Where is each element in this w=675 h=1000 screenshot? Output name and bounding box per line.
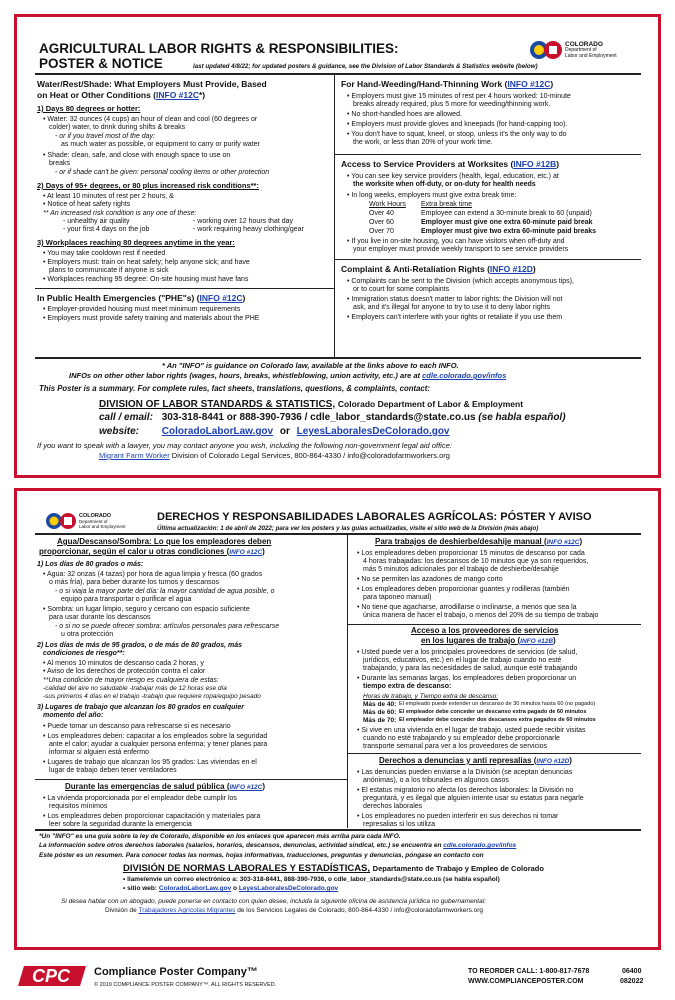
- es-d1h: u otra protección: [61, 631, 114, 638]
- es-d3f: informar si alguien está enfermo: [49, 749, 149, 756]
- wrs-info-link[interactable]: INFO #12C: [156, 90, 199, 100]
- es-d2d: • Aviso de los derechos de protección contra el calor: [43, 668, 206, 675]
- es-foot2-link[interactable]: cdle.colorado.gov/infos: [443, 842, 517, 849]
- es-call: • llame/envíe un correo electrónico a: 303-318-8441, 888-390-7936, o cdle_labor_standards@state.co.us (se habla español): [123, 876, 500, 883]
- es-footer-divider: [35, 829, 641, 831]
- colorado-logo-es: [45, 511, 126, 531]
- s2-note: ** An increased risk condition is any one of these:: [43, 210, 197, 217]
- s3-l1: • You may take cooldown rest if needed: [43, 250, 166, 257]
- acc-row-2-b: Employer must give two extra 60-minute paid breaks: [421, 228, 597, 235]
- es-acc4: • Durante las semanas largas, los empleadores deben proporcionar un: [357, 675, 577, 682]
- copyright: © 2019 COMPLIANCE POSTER COMPANY™. ALL RIGHTS RESERVED.: [94, 982, 277, 988]
- s1-water3: - or if you travel most of the day:: [55, 133, 155, 140]
- hw-l5: • You don't have to squat, kneel, or stoop, unless it's the only way to do: [347, 131, 567, 138]
- contact-label: call / email:: [99, 412, 153, 423]
- code1: 06400: [622, 968, 642, 975]
- es-d1: 1) Los días de 80 grados o más:: [37, 561, 144, 568]
- es-foot3: Este póster es un resumen. Para conocer todas las normas, hojas informativas, traducciones, preguntas y denuncias, póngase en contacto con: [39, 852, 484, 859]
- division-dept: Colorado Department of Labor & Employment: [337, 399, 524, 409]
- es-d1d: equipo para transportar o purificar el agua: [61, 596, 192, 603]
- wrs-title-line2: on Heat or Other Conditions (: [37, 90, 156, 100]
- hw-l2: breaks already required, plus 5 more for weeding/thinning work.: [353, 101, 551, 108]
- es-hw8: única manera de hacer el trabajo, o menos del 20% de su tiempo de trabajo: [363, 612, 599, 619]
- es-d3g: • Lugares de trabajo que alcanzan los 95 grados: Las viviendas en el: [43, 759, 257, 766]
- s1-shade1: • Shade: clean, safe, and close with enough space to use on: [43, 152, 231, 159]
- web-or: or: [279, 426, 290, 437]
- lawyer-note: If you want to speak with a lawyer, you may contact anyone you wish, including the following non-government legal aid office:: [37, 441, 452, 450]
- es-phe4: leer sobre la seguridad durante la emergencia: [49, 821, 192, 828]
- es-hw3: más 5 minutos adicionales por el trabajo de deshierbe/desahije: [363, 566, 559, 573]
- hw-l4: • Employers must provide gloves and kneepads (for hand-capping too).: [347, 121, 568, 128]
- s2-c1b: - working over 12 hours that day: [193, 218, 293, 225]
- phe-info-link[interactable]: INFO #12C: [199, 293, 243, 303]
- es-hw-title: Para trabajos de deshierbe/desahije manual (: [375, 537, 547, 546]
- es-web-label: • sitio web:: [123, 885, 159, 892]
- acc-row-1-a: Over 60: [369, 219, 394, 226]
- s1-water2: colder) water, to drink during shifts & breaks: [49, 124, 186, 131]
- es-hw1: • Los empleadores deben proporcionar 15 minutos de descanso por cada: [357, 550, 585, 557]
- es-acc-row-0-a: Más de 40:: [363, 701, 397, 708]
- acc-l1: • You can see key service providers (health, legal, education, etc.) at: [347, 173, 559, 180]
- cpc-logo: [18, 964, 88, 988]
- es-web-link-2[interactable]: LeyesLaboralesDeColorado.gov: [238, 885, 339, 892]
- logo-dept1: Department of: [565, 47, 597, 53]
- es-d2e: **Una condición de mayor riesgo es cualquiera de estas:: [43, 677, 219, 684]
- mfw-rest: Division of Colorado Legal Services, 800-864-4330 / info@coloradofarmworkers.org: [169, 451, 450, 460]
- es-d2b: condiciones de riesgo**:: [43, 650, 125, 657]
- web-link-1[interactable]: ColoradoLaborLaw.gov: [161, 426, 274, 437]
- acc-row-2-a: Over 70: [369, 228, 394, 235]
- phe-l2: • Employers must provide safety training and materials about the PHE: [43, 315, 260, 322]
- logo-dept2: Labor and Employment: [565, 52, 617, 59]
- web-label: website:: [99, 426, 140, 437]
- s2-head: 2) Days of 95+ degrees, or 80 plus increased risk conditions**:: [37, 181, 259, 190]
- es-updated: Última actualización: 1 de abril de 2022; para ver los pósters y las guías actualizadas, visite el sitio web de la División (más abajo): [157, 525, 539, 532]
- web-link-2[interactable]: LeyesLaboralesDeColorado.gov: [296, 426, 450, 437]
- logo-es-dept2: Labor and Employment: [79, 524, 126, 529]
- es-division-dept: Departamento de Trabajo y Empleo de Colorado: [372, 864, 544, 873]
- es-d3h: lugar de trabajo deben tener ventiladores: [49, 767, 177, 774]
- es-comp-title: Derechos a denuncias y anti represalias (: [379, 756, 537, 765]
- es-phe-title: Durante las emergencias de salud pública (: [65, 782, 230, 791]
- es-d3e: ante el calor; ayudar a cualquier persona enferma; y tener planes para: [49, 741, 268, 748]
- hw-l1: • Employers must give 15 minutes of rest per 4 hours worked: 10-minute: [347, 93, 571, 100]
- es-d1f: para usar durante los descansos: [49, 614, 151, 621]
- phe-title: In Public Health Emergencies ("PHE"s) (: [37, 293, 200, 303]
- es-hw4: • No se permiten las azadones de mango corto: [357, 576, 503, 583]
- site: WWW.COMPLIANCEPOSTER.COM: [468, 978, 584, 985]
- es-d3c: • Puede tomar un descanso para refrescarse si es necesario: [43, 723, 231, 730]
- acc-row-1-b: Employer must give one extra 60-minute paid break: [421, 219, 593, 226]
- acc-l2: the worksite when off-duty, or on-duty for health needs: [353, 181, 536, 188]
- es-lawyer2-link[interactable]: Trabajadores Agrícolas Migrantes: [138, 907, 236, 914]
- es-d3b: momento del año:: [43, 712, 104, 719]
- es-title: DERECHOS Y RESPONSABILIDADES LABORALES AGRÍCOLAS: PÓSTER Y AVISO: [157, 511, 592, 523]
- es-acc-title1: Acceso a los proveedores de servicios: [411, 626, 559, 635]
- s1-shade2: breaks: [49, 160, 71, 167]
- foot-info2: INFOs on other other labor rights (wages, hours, breaks, whistleblowing, union activity, etc.) are at: [69, 371, 423, 380]
- acc-th1: Work Hours: [369, 201, 406, 208]
- es-a-info-link[interactable]: INFO #12C: [229, 549, 263, 556]
- es-acc-divider: [348, 624, 641, 625]
- comp-l3: • Immigration status doesn't matter to labor rights: the Division will not: [347, 296, 563, 303]
- s2-c1a: - unhealthy air quality: [63, 218, 130, 225]
- acc-l4: • If you live in on-site housing, you can have visitors when off-duty and: [347, 238, 565, 245]
- es-a-title1: Agua/Descanso/Sombra: Lo que los empleadores deben: [57, 537, 272, 546]
- es-d2g: -sus primeros 4 días en el trabajo -trabajo que requiere ropa/equipo pesado: [43, 693, 261, 700]
- s2-c2a: - your first 4 days on the job: [63, 226, 150, 233]
- acc-divider: [335, 154, 641, 155]
- s3-l2: • Employers must: train on heat safety; help anyone sick; and have: [43, 259, 250, 266]
- es-a-title2: proporcionar, según el calor u otras condiciones (: [39, 547, 230, 556]
- comp-l1: • Complaints can be sent to the Division (which accepts anonymous tips),: [347, 278, 574, 285]
- es-comp4: preguntará, y es ilegal que alguien intente usar su estatus para negarle: [363, 795, 584, 802]
- es-acc-row-0-b: El empleado puede extender un descanso de 30 minutos hasta 60 (no pagado): [399, 701, 596, 707]
- company-name: Compliance Poster Company™: [94, 966, 258, 978]
- es-title-divider: [35, 533, 641, 535]
- es-web-link-1[interactable]: ColoradoLaborLaw.gov: [158, 885, 232, 892]
- acc-title: Access to Service Providers at Worksites (: [341, 159, 514, 169]
- acc-l5: your employer must provide weekly transport to see service providers: [353, 246, 569, 253]
- acc-th2: Extra break time: [421, 201, 472, 208]
- english-title-line2: POSTER & NOTICE: [39, 56, 163, 71]
- es-acc5: tiempo extra de descanso:: [363, 683, 452, 690]
- footer-divider: [35, 357, 641, 359]
- es-hw5: • Los empleadores deben proporcionar guantes y rodilleras (también: [357, 586, 570, 593]
- es-acc8: transporte semanal para ver a los proveedores de servicios: [363, 743, 548, 750]
- cpc-logo-text: CPC: [32, 966, 71, 986]
- phe-divider: [35, 288, 334, 289]
- es-comp5: derechos laborales: [363, 803, 423, 810]
- comp-title: Complaint & Anti-Retaliation Rights (: [341, 264, 490, 274]
- es-acc6: • Si vive en una vivienda en el lugar de trabajo, usted puede recibir visitas: [357, 727, 586, 734]
- comp-l4: ask, and it's illegal for anyone to try to use it to deny labor rights: [353, 304, 551, 311]
- es-division: DIVISIÓN DE NORMAS LABORALES Y ESTADÍSTICAS,: [123, 863, 371, 874]
- s2-l2: • Notice of heat safety rights: [43, 201, 131, 208]
- comp-info-link[interactable]: INFO #12D: [489, 264, 533, 274]
- es-d2c: • Al menos 10 minutos de descanso cada 2 horas, y: [43, 660, 204, 667]
- hw-info-link[interactable]: INFO #12C: [507, 79, 551, 89]
- phe-l1: • Employer-provided housing must meet minimum requirements: [43, 306, 241, 313]
- s3-l3: plans to communicate if anyone is sick: [49, 267, 169, 274]
- acc-row-0-a: Over 40: [369, 210, 394, 217]
- s3-head: 3) Workplaces reaching 80 degrees anytime in the year:: [37, 238, 235, 247]
- es-comp3: • El estatus migratorio no afecta los derechos laborales: la División no: [357, 787, 574, 794]
- acc-info-link[interactable]: INFO #12B: [513, 159, 557, 169]
- contact-value: 303-318-8441 or 888-390-7936 / cdle_labor_standards@state.co.us: [161, 412, 476, 423]
- es-comp2: anónimas), o a los tribunales en algunos casos: [363, 777, 509, 784]
- colorado-logo-es-icon: [45, 511, 77, 531]
- es-phe3: • Los empleadores deben proporcionar capacitación y materiales para: [43, 813, 261, 820]
- comp-divider: [335, 259, 641, 260]
- es-lawyer2a: División de: [105, 907, 139, 914]
- es-acc7: cuando no esté trabajando y su empleador debe proporcionarle: [363, 735, 560, 742]
- foot-info1: * An "INFO" is guidance on Colorado law, available at the links above to each INFO.: [162, 361, 459, 370]
- hw-l3: • No short-handled hoes are allowed.: [347, 111, 462, 118]
- column-divider: [334, 75, 335, 357]
- es-d1e: • Sombra: un lugar limpio, seguro y cercano con espacio suficiente: [43, 606, 250, 613]
- wrs-title-line1: Water/Rest/Shade: What Employers Must Provide, Based: [37, 79, 267, 89]
- es-hw2: 4 horas trabajadas: los descansos de 10 minutos que ya son requeridos,: [363, 558, 589, 565]
- colorado-logo-icon: [529, 39, 563, 61]
- es-phe2: requisitos mínimos: [49, 803, 108, 810]
- es-d1b: o más fría), para beber durante los turnos y descansos: [49, 579, 220, 586]
- es-lawyer: Si desea hablar con un abogado, puede ponerse en contacto con quien desee, incluida la siguiente oficina de asistencia jurídica no gubernamental:: [61, 898, 486, 905]
- es-acc-title2: en los lugares de trabajo (: [421, 636, 521, 645]
- es-acc3: trabajando, y para las necesidades de salud, aunque esté trabajando: [363, 665, 578, 672]
- english-updated-note: last updated 4/8/22; for updated posters & guidance, see the Division of Labor Standards & Statistics website (below): [193, 63, 538, 70]
- hw-title: For Hand-Weeding/Hand-Thinning Work (: [341, 79, 508, 89]
- es-hw7: • No tiene que agacharse, arrodillarse o inclinarse, a menos que sea la: [357, 604, 577, 611]
- es-web-or: o: [231, 885, 239, 892]
- logo-es-state: COLORADO: [79, 513, 112, 519]
- es-lawyer2b: de los Servicios Legales de Colorado, 800-864-4330 / info@coloradofarmworkers.org: [235, 907, 484, 914]
- code2: 082022: [620, 978, 644, 985]
- es-acc2: jurídicos, educativos, etc.) en el lugar de trabajo cuando no esté: [363, 657, 562, 664]
- comp-l2: or to court for some complaints: [353, 286, 450, 293]
- s1-shade3: - or if shade can't be given: personal cooling items or other protection: [55, 169, 270, 176]
- hw-l6: the work, or less than 20% of your work time.: [353, 139, 493, 146]
- s2-l1: • At least 10 minutes of rest per 2 hours, &: [43, 193, 174, 200]
- es-d1g: - o si no se puede ofrecer sombra: artículos personales para refrescarse: [55, 623, 280, 630]
- es-comp1: • Las denuncias pueden enviarse a la División (se aceptan denuncias: [357, 769, 573, 776]
- es-acc-row-2-a: Más de 70:: [363, 717, 397, 724]
- s1-water1: • Water: 32 ounces (4 cups) an hour of clean and cool (60 degrees or: [43, 116, 258, 123]
- es-comp7: represalias si los utiliza: [363, 821, 435, 828]
- reorder: TO REORDER CALL: 1-800-817-7678: [468, 968, 590, 975]
- acc-row-0-b: Employee can extend a 30-minute break to 60 (unpaid): [421, 210, 592, 217]
- es-comp6: • Los empleadores no pueden interferir en sus derechos ni tomar: [357, 813, 559, 820]
- es-d2f: -calidad del aire no saludable -trabajar más de 12 horas ese día: [43, 685, 227, 692]
- comp-l5: • Employers can't interfere with your rights or retaliate if you use them: [347, 314, 563, 321]
- es-d3d: • Los empleadores deben: capacitar a los empleados sobre la seguridad: [43, 733, 268, 740]
- es-comp-info-link[interactable]: INFO #12D: [536, 758, 570, 765]
- page-footer: [14, 960, 661, 994]
- es-phe-info-link[interactable]: INFO #12C: [229, 784, 263, 791]
- es-d3: 3) Lugares de trabajo que alcanzan los 80 grados en cualquier: [37, 704, 244, 711]
- es-phe1: • La vivienda proporcionada por el empleador debe cumplir los: [43, 795, 237, 802]
- es-d2: 2) Los días de más de 95 grados, o de más de 80 grados, más: [37, 642, 243, 649]
- s2-c2b: - work requiring heavy clothing/gear: [193, 226, 304, 233]
- contact-spanish: (se habla español): [478, 412, 566, 423]
- division-name: DIVISION OF LABOR STANDARDS & STATISTICS,: [99, 399, 336, 410]
- s1-head: 1) Days 80 degrees or hotter:: [37, 104, 141, 113]
- logo-state: COLORADO: [565, 41, 603, 48]
- mfw-link[interactable]: Migrant Farm Worker: [99, 451, 170, 460]
- es-d1a: • Agua: 32 onzas (4 tazas) por hora de agua limpia y fresca (60 grados: [43, 571, 263, 578]
- spanish-panel: COLORADO Department of Labor and Employment DERECHOS Y RESPONSABILIDADES LABORALES AGRÍCOLAS: PÓSTER Y AVISO Última actualización: 1 de abril de 2022; para ver los pósters y las guías actualizadas, visite el sitio web de la División (más abajo) Agua/Descanso/Sombra: Lo que los empleadores deben proporcionar, según el calor u otras condiciones (INFO #12C) 1) Los días de 80 grados o más: • Agua: 32 onzas (4 tazas) por hora de agua limpia y fresca (60 grados o más fría), para beber durante los turnos y descansos - o si viaja la mayor parte del día: la mayor cantidad de agua posible, o equipo para transportar o purificar el agua • Sombra: un lugar limpio, seguro y cercano con espacio suficiente para usar durante los descansos - o si no se puede ofrecer sombra: artículos personales para refrescarse u otra protección 2) Los días de más de 95 grados, o de más de 80 grados, más condiciones de riesgo**: • Al menos 10 minutos de descanso cada 2 horas, y • Aviso de los derechos de protección contra el calor **Una condición de mayor riesgo es cualquiera de estas: -calidad del aire no saludable -trabajar más de 12 horas ese día -sus primeros 4 días en el trabajo -trabajo que requiere ropa/equipo pesado 3) Lugares de trabajo que alcanzan los 80 grados en cualquier momento del año: • Puede tomar un descanso para refrescarse si es necesario • Los empleadores deben: capacitar a los empleados sobre la seguridad ante el calor; ayudar a cualquier persona enferma; y tener planes para informar si alguien está enfermo • Lugares de trabajo que alcanzan los 95 grados: Las viviendas en el lugar de trabajo deben tener ventiladores Durante las emergencias de salud pública (INFO #12C) • La vivienda proporcionada por el empleador debe cumplir los requisitos mínimos • Los empleadores deben proporcionar capacitación y materiales para leer sobre la seguridad durante la emergencia Para trabajos de deshierbe/desahije manual (INFO #12C) • Los empleadores deben proporcionar 15 minutos de descanso por cada 4 horas trabajadas: los descansos de 10 minutos que ya son requeridos, más 5 minutos adicionales por el trabajo de deshierbe/desahije • No se permiten las azadones de mango corto • Los empleadores deben proporcionar guantes y rodilleras (también para taponeo manual) • No tiene que agacharse, arrodillarse o inclinarse, a menos que sea la única manera de hacer el trabajo, o menos del 20% de su tiempo de trabajo Acceso a los proveedores de servicios en los lugares de trabajo (INFO #12B) • Usted puede ver a los principales proveedores de servicios (de salud, jurídicos, educativos, etc.) en el lugar de trabajo cuando no esté trabajando, y para las necesidades de salud, aunque esté trabajando • Durante las semanas largas, los empleadores deben proporcionar un tiempo extra de descanso: Horas de trabajo, y Tiempo extra de descanso: Más de 40: El empleado puede extender un descanso de 30 minutos hasta 60 (no pagado) Más de 60: El empleador debe conceder un descanso extra pagado de 60 minutos Más de 70: El empleador debe conceder dos descansos extra pagados de 60 minutos • Si vive en una vivienda en el lugar de trabajo, usted puede recibir visitas cuando no esté trabajando y su empleador debe proporcionarle transporte semanal para ver a los proveedores de servicios Derechos a denuncias y anti represalias (INFO #12D) • Las denuncias pueden enviarse a la División (se aceptan denuncias anónimas), o a los tribunales en algunos casos • El estatus migratorio no afecta los derechos laborales: la División no preguntará, y es ilegal que alguien intente usar su estatus para negarle derechos laborales • Los empleadores no pueden interferir en sus derechos ni tomar represalias si los utiliza *Un "INFO" es una guía sobre la ley de Colorado, disponible en los enlaces que aparecen más arriba para cada INFO. La información sobre otros derechos laborales (salarios, horarios, descansos, denuncias, actividad sindical, etc.) se encuentra en cdle.colorado.gov/infos Este póster es un resumen. Para conocer todas las normas, hojas informativas, traducciones, preguntas y denuncias, póngase en contacto con DIVISIÓN DE NORMAS LABORALES Y ESTADÍSTICAS, Departamento de Trabajo y Empleo de Colorado • llame/envíe un correo electrónico a: 303-318-8441, 888-390-7936, o cdle_labor_standards@state.co.us (se habla español) • sitio web: ColoradoLaborLaw.gov o LeyesLaboralesDeColorado.gov Si desea hablar con un abogado, puede ponerse en contacto con quien desee, incluida la siguiente oficina de asistencia jurídica no gubernamental: División de Trabajadores Agrícolas Migrantes de los Servicios Legales de Colorado, 800-864-4330 / info@coloradofarmworkers.org: [14, 488, 661, 950]
- logo-es-dept1: Department of: [79, 519, 108, 524]
- english-title-line1: AGRICULTURAL LABOR RIGHTS & RESPONSIBILITIES:: [39, 41, 399, 56]
- es-acc-row-1-b: El empleador debe conceder un descanso extra pagado de 60 minutos: [399, 709, 587, 715]
- es-acc-info-link[interactable]: INFO #12B: [520, 638, 554, 645]
- colorado-logo: [529, 39, 617, 61]
- s1-water4: as much water as possible, or equipment to carry or purify water: [61, 141, 260, 148]
- es-hw-info-link[interactable]: INFO #12C: [546, 539, 580, 546]
- es-acc-row-2-b: El empleador debe conceder dos descansos extra pagados de 60 minutos: [399, 717, 596, 723]
- acc-l3: • In long weeks, employers must give extra break time:: [347, 192, 517, 199]
- title-divider: [35, 73, 641, 75]
- foot-info2-link[interactable]: cdle.colorado.gov/infos: [422, 371, 507, 380]
- es-hw6: para taponeo manual): [363, 594, 432, 601]
- es-column-divider: [347, 535, 348, 828]
- english-panel: AGRICULTURAL LABOR RIGHTS & RESPONSIBILITIES: POSTER & NOTICE last updated 4/8/22; for updated posters & guidance, see the Division of Labor Standards & Statistics website (below) COLORADO Department of Labor and Employment Water/Rest/Shade: What Employers Must Provide, Based on Heat or Other Conditions (INFO #12C*) 1) Days 80 degrees or hotter: • Water: 32 ounces (4 cups) an hour of clean and cool (60 degrees or colder) water, to drink during shifts & breaks - or if you travel most of the day: as much water as possible, or equipment to carry or purify water • Shade: clean, safe, and close with enough space to use on breaks - or if shade can't be given: personal cooling items or other protection 2) Days of 95+ degrees, or 80 plus increased risk conditions**: • At least 10 minutes of rest per 2 hours, & • Notice of heat safety rights ** An increased risk condition is any one of these: - unhealthy air quality - working over 12 hours that day - your first 4 days on the job - work requiring heavy clothing/gear 3) Workplaces reaching 80 degrees anytime in the year: • You may take cooldown rest if needed • Employers must: train on heat safety; help anyone sick; and have plans to communicate if anyone is sick • Workplaces reaching 95 degree: On-site housing must have fans In Public Health Emergencies ("PHE"s) (INFO #12C) • Employer-provided housing must meet minimum requirements • Employers must provide safety training and materials about the PHE For Hand-Weeding/Hand-Thinning Work (INFO #12C) • Employers must give 15 minutes of rest per 4 hours worked: 10-minute breaks already required, plus 5 more for weeding/thinning work. • No short-handled hoes are allowed. • Employers must provide gloves and kneepads (for hand-capping too). • You don't have to squat, kneel, or stoop, unless it's the only way to do the work, or less than 20% of your work time. Access to Service Providers at Worksites (INFO #12B) • You can see key service providers (health, legal, education, etc.) at the worksite when off-duty, or on-duty for health needs • In long weeks, employers must give extra break time: Work Hours Extra break time Over 40 Employee can extend a 30-minute break to 60 (unpaid) Over 60 Employer must give one extra 60-minute paid break Over 70 Employer must give two extra 60-minute paid breaks • If you live in on-site housing, you can have visitors when off-duty and your employer must provide weekly transport to see service providers Complaint & Anti-Retaliation Rights (INFO #12D) • Complaints can be sent to the Division (which accepts anonymous tips), or to court for some complaints • Immigration status doesn't matter to labor rights: the Division will not ask, and it's illegal for anyone to try to use it to deny labor rights • Employers can't interfere with your rights or retaliate if you use them * An "INFO" is guidance on Colorado law, available at the links above to each INFO. INFOs on other other labor rights (wages, hours, breaks, whistleblowing, union activity, etc.) are at cdle.colorado.gov/infos This Poster is a summary. For complete rules, fact sheets, translations, questions, & complaints, contact: DIVISION OF LABOR STANDARDS & STATISTICS, Colorado Department of Labor & Employment call / email: 303-318-8441 or 888-390-7936 / cdle_labor_standards@state.co.us (se habla español) website: ColoradoLaborLaw.gov or LeyesLaboralesDeColorado.gov If you want to speak with a lawyer, you may contact anyone you wish, including the following non-government legal aid office: Migrant Farm Worker Division of Colorado Legal Services, 800-864-4330 / info@coloradofarmworkers.org: [14, 14, 661, 478]
- es-foot2: La información sobre otros derechos laborales (salarios, horarios, descansos, denuncias, actividad sindical, etc.) se encuentra en: [39, 842, 444, 849]
- s3-l4: • Workplaces reaching 95 degree: On-site housing must have fans: [43, 276, 249, 283]
- es-comp-divider: [348, 753, 641, 754]
- es-phe-divider: [35, 779, 347, 780]
- es-acc-th: Horas de trabajo, y Tiempo extra de descanso:: [363, 693, 499, 700]
- es-foot1: *Un "INFO" es una guía sobre la ley de Colorado, disponible en los enlaces que aparecen más arriba para cada INFO.: [39, 833, 401, 840]
- es-acc-row-1-a: Más de 60:: [363, 709, 397, 716]
- es-acc1: • Usted puede ver a los principales proveedores de servicios (de salud,: [357, 649, 578, 656]
- foot-summary: This Poster is a summary. For complete rules, fact sheets, translations, questions, & complaints, contact:: [39, 384, 430, 393]
- es-d1c: - o si viaja la mayor parte del día: la mayor cantidad de agua posible, o: [55, 588, 275, 595]
